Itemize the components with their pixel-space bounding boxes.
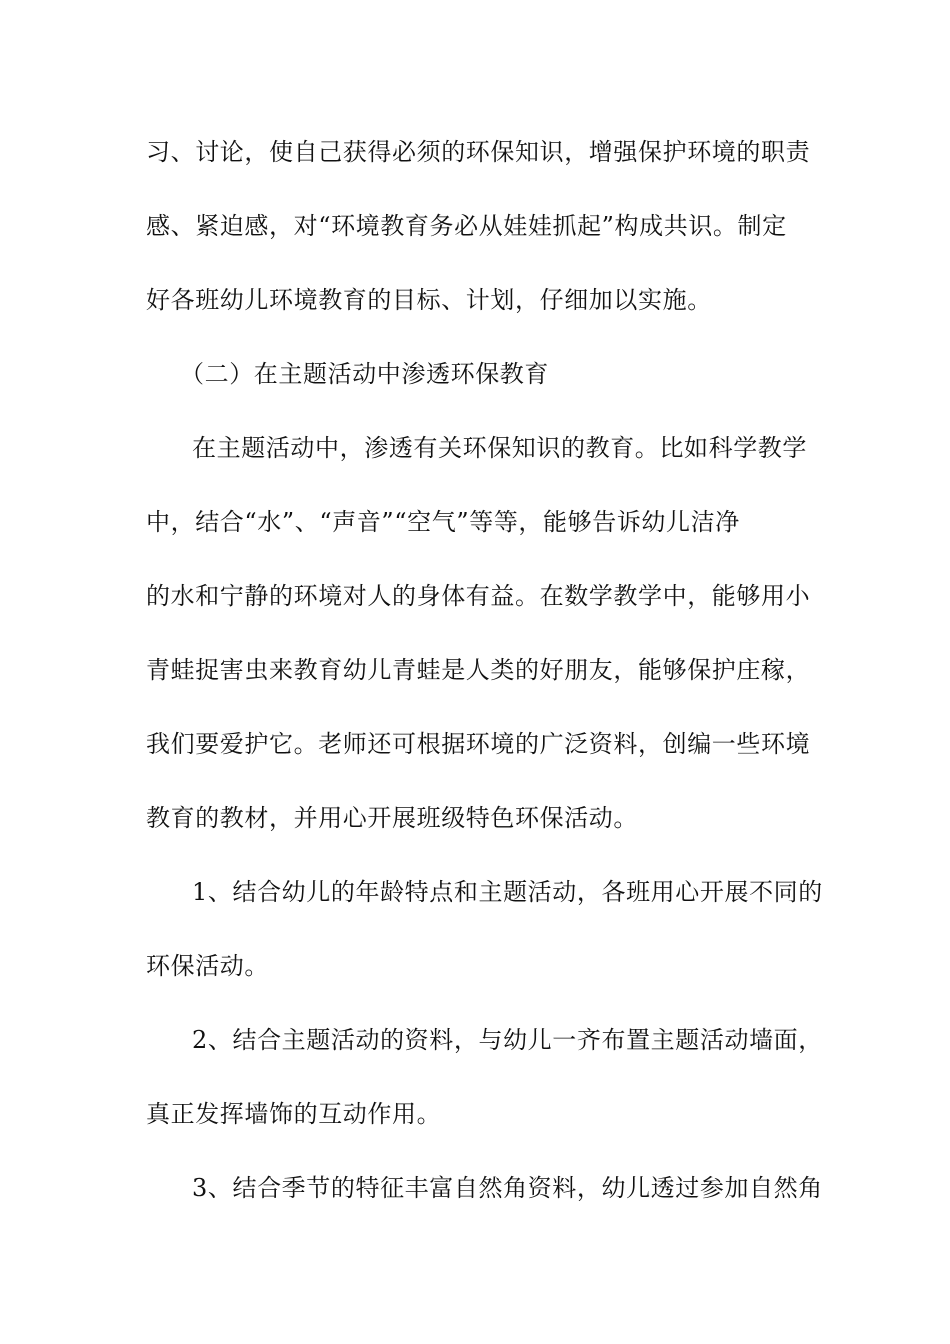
- paragraph-line: 感、紧迫感，对“环境教育务必从娃娃抓起”构成共识。制定: [146, 212, 787, 240]
- paragraph-line: 教育的教材，并用心开展班级特色环保活动。: [146, 804, 638, 832]
- list-item-line: 1、结合幼儿的年龄特点和主题活动，各班用心开展不同的: [192, 878, 823, 906]
- paragraph-line: 好各班幼儿环境教育的目标、计划，仔细加以实施。: [146, 286, 712, 314]
- paragraph-line: 我们要爱护它。老师还可根据环境的广泛资料，创编一些环境: [146, 730, 811, 758]
- section-heading: （二）在主题活动中渗透环保教育: [180, 360, 549, 388]
- list-item-line: 环保活动。: [146, 952, 269, 980]
- paragraph-line: 的水和宁静的环境对人的身体有益。在数学教学中，能够用小: [146, 582, 811, 610]
- paragraph-line: 习、讨论，使自己获得必须的环保知识，增强保护环境的职责: [146, 138, 811, 166]
- paragraph-line: 在主题活动中，渗透有关环保知识的教育。比如科学教学: [192, 434, 807, 462]
- list-item-line: 3、结合季节的特征丰富自然角资料，幼儿透过参加自然角: [192, 1174, 823, 1202]
- paragraph-line: 青蛙捉害虫来教育幼儿青蛙是人类的好朋友，能够保护庄稼，: [146, 656, 811, 684]
- paragraph-line: 中，结合“水”、“声音”“空气”等等，能够告诉幼儿洁净: [146, 508, 740, 536]
- list-item-line: 真正发挥墙饰的互动作用。: [146, 1100, 442, 1128]
- list-item-line: 2、结合主题活动的资料，与幼儿一齐布置主题活动墙面，: [192, 1026, 823, 1054]
